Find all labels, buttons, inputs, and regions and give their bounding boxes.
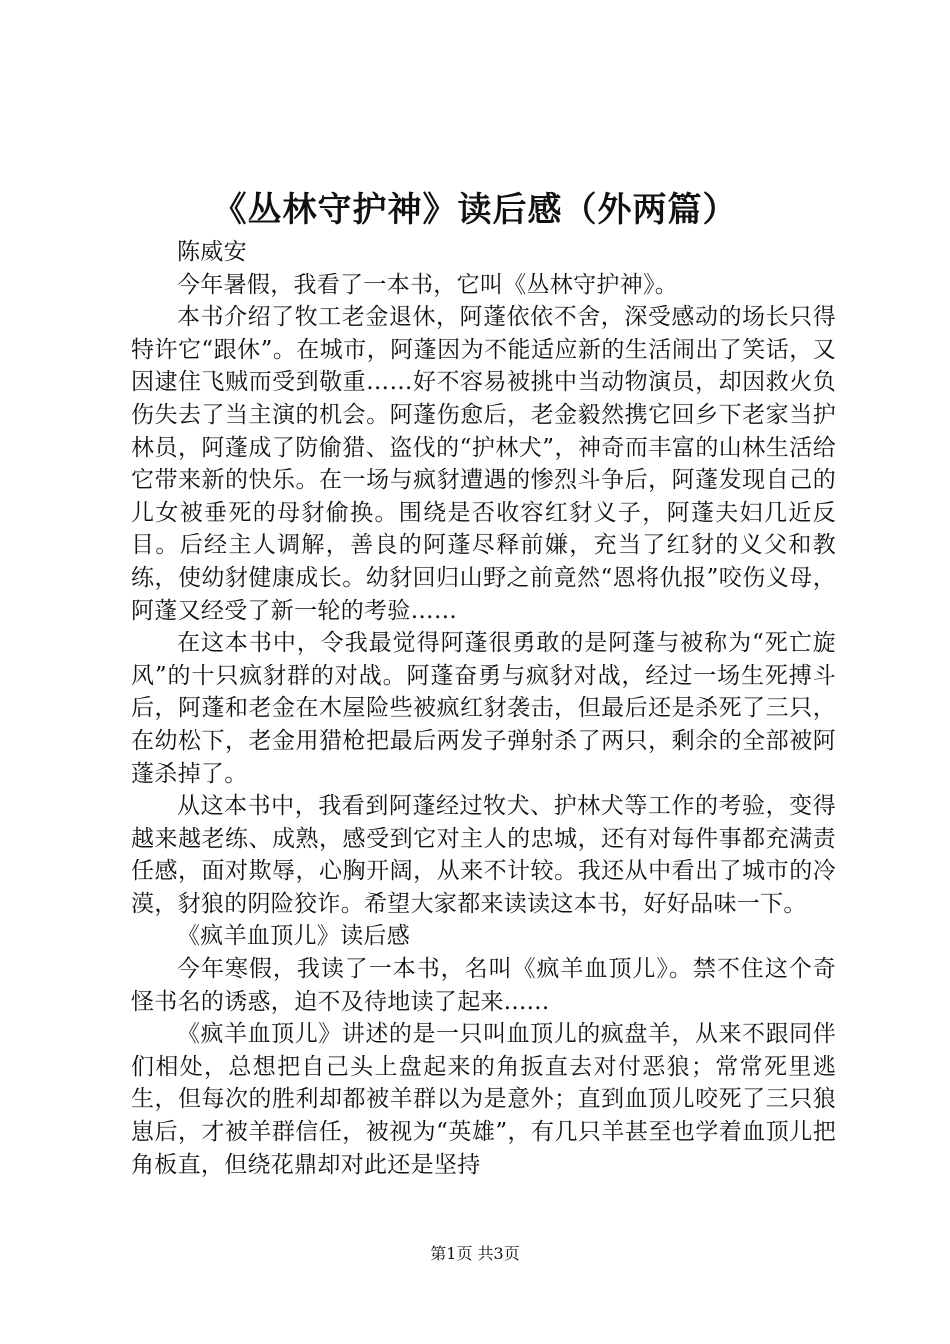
section-heading: 《疯羊血顶儿》读后感 bbox=[177, 923, 410, 950]
paragraph: 从这本书中，我看到阿蓬经过牧犬、护林犬等工作的考验，变得越来越老练、成熟，感受到它对主人的忠城，还有对每件事都充满责任感，面对欺辱，心胸开阔，从来不计较。我还从中看出了城市的冷漠，豺狼的阴险狡诈。希望大家都来读读这本书，好好品味一下。 bbox=[131, 793, 836, 917]
document-title: 《丛林守护神》读后感（外两篇） bbox=[212, 190, 738, 230]
paragraph: 今年暑假，我看了一本书，它叫《丛林守护神》。 bbox=[177, 271, 679, 298]
paragraph: 《疯羊血顶儿》讲述的是一只叫血顶儿的疯盘羊，从来不跟同伴们相处，总想把自己头上盘起来的角扳直去对付恶狼；常常死里逃生，但每次的胜利却都被羊群以为是意外；直到血顶儿咬死了三只狼崽后，才被羊群信任，被视为“英雄”，有几只羊甚至也学着血顶儿把角板直，但绕花鼎却对此还是坚持 bbox=[131, 1021, 836, 1178]
paragraph: 今年寒假，我读了一本书，名叫《疯羊血顶儿》。禁不住这个奇怪书名的诱惑，迫不及待地读了起来...... bbox=[131, 956, 836, 1015]
author-line: 陈威安 bbox=[177, 239, 247, 265]
paragraph: 在这本书中，令我最觉得阿蓬很勇敢的是阿蓬与被称为“死亡旋风”的十只疯豺群的对战。阿蓬奋勇与疯豺对战，经过一场生死搏斗后，阿蓬和老金在木屋险些被疯红豺袭击，但最后还是杀死了三只，在幼松下，老金用猎枪把最后两发子弹射杀了两只，剩余的全部被阿蓬杀掉了。 bbox=[131, 630, 836, 787]
paragraph: 本书介绍了牧工老金退休，阿蓬依依不舍，深受感动的场长只得特许它“跟休”。在城市，阿蓬因为不能适应新的生活闹出了笑话，又因逮住飞贼而受到敬重……好不容易被挑中当动物演员，却因救火负伤失去了当主演的机会。阿蓬伤愈后，老金毅然携它回乡下老家当护林员，阿蓬成了防偷猎、盗伐的“护林犬”，神奇而丰富的山林生活给它带来新的快乐。在一场与疯豺遭遇的惨烈斗争后，阿蓬发现自己的儿女被垂死的母豺偷换。围绕是否收容红豺义子，阿蓬夫妇几近反目。后经主人调解，善良的阿蓬尽释前嫌，充当了红豺的义父和教练，使幼豺健康成长。幼豺回归山野之前竟然“恩将仇报”咬伤义母，阿蓬又经受了新一轮的考验…… bbox=[131, 304, 836, 624]
page-number-footer: 第1页 共3页 bbox=[430, 1244, 520, 1263]
document-body bbox=[131, 236, 836, 1181]
